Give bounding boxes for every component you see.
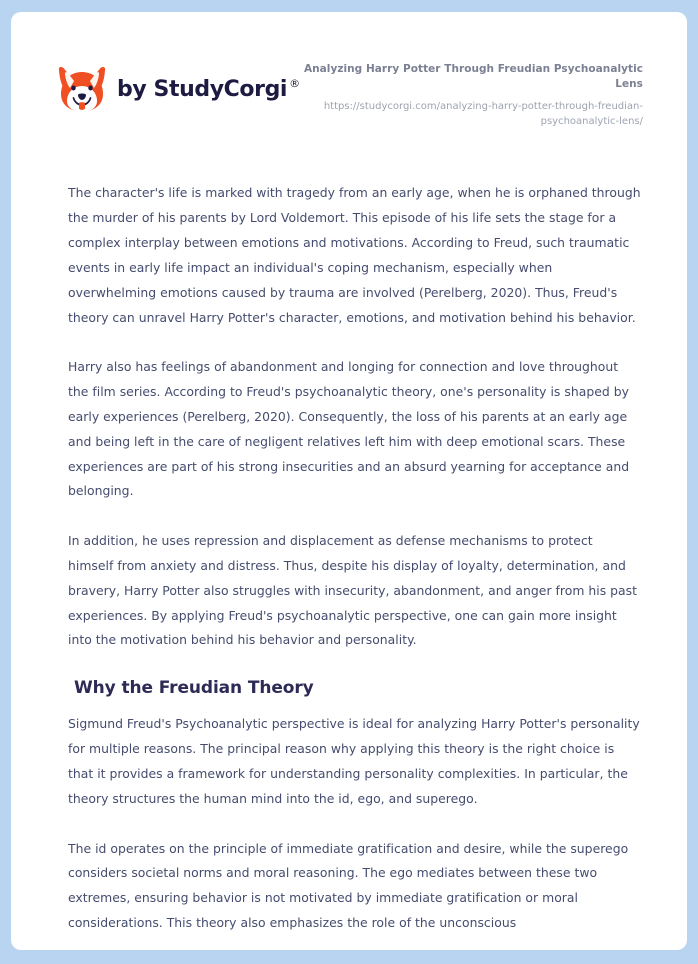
document-content bbox=[11, 181, 687, 935]
page-header bbox=[11, 12, 687, 129]
document-meta bbox=[300, 60, 643, 129]
registered-trademark-icon: ® bbox=[289, 77, 300, 91]
paragraph: Sigmund Freud's Psychoanalytic perspective is ideal for analyzing Harry Potter's personality for multiple reasons. The principal reason why applying this theory is the right choice is that it provides a framework for understanding personality complexities. In particular, the theory structures the human mind into the id, ego, and superego. bbox=[68, 716, 640, 806]
paragraph: The character's life is marked with tragedy from an early age, when he is orphaned through the murder of his parents by Lord Voldemort. This episode of his life sets the stage for a complex interplay between emotions and motivations. According to Freud, such traumatic events in early life impact an individual's coping mechanism, especially when overwhelming emotions caused by trauma are involved (Perelberg, 2020). Thus, Freud's theory can unravel Harry Potter's character, emotions, and motivation behind his behavior. bbox=[68, 185, 641, 325]
paragraph: The id operates on the principle of immediate gratification and desire, while the superego considers societal norms and moral reasoning. The ego mediates between these two extremes, ensuring behavior is not motivated by immediate gratification or moral considerations. This theory also emphasizes the role of the unconscious bbox=[68, 840, 629, 930]
brand-wordmark: by StudyCorgi ® bbox=[117, 76, 300, 102]
document-page bbox=[11, 12, 687, 950]
studycorgi-brand-logo[interactable] bbox=[57, 60, 300, 112]
section-heading: Why the Freudian Theory bbox=[74, 678, 314, 699]
paragraph: In addition, he uses repression and displacement as defense mechanisms to protect himself from anxiety and distress. Thus, despite his display of loyalty, determination, and bravery, Harry Potter also struggles with insecurity, abandonment, and anger from his past experiences. By applying Freud's psychoanalytic perspective, one can gain more insight into the motivation behind his behavior and personality. bbox=[68, 533, 638, 648]
paragraph: Harry also has feelings of abandonment and longing for connection and love throughout the film series. According to Freud's psychoanalytic theory, one's personality is shaped by early experiences (Perelberg, 2020). Consequently, the loss of his parents at an early age and being left in the care of negligent relatives left him with deep emotional scars. These experiences are part of his strong insecurities and an absurd yearning for acceptance and belonging. bbox=[68, 359, 630, 499]
document-title: Analyzing Harry Potter Through Freudian Psychoanalytic Lens bbox=[303, 63, 643, 91]
document-url[interactable]: https://studycorgi.com/analyzing-harry-potter-through-freudian-psychoanalytic-lens/ bbox=[323, 101, 643, 128]
corgi-logo-icon bbox=[57, 66, 107, 112]
